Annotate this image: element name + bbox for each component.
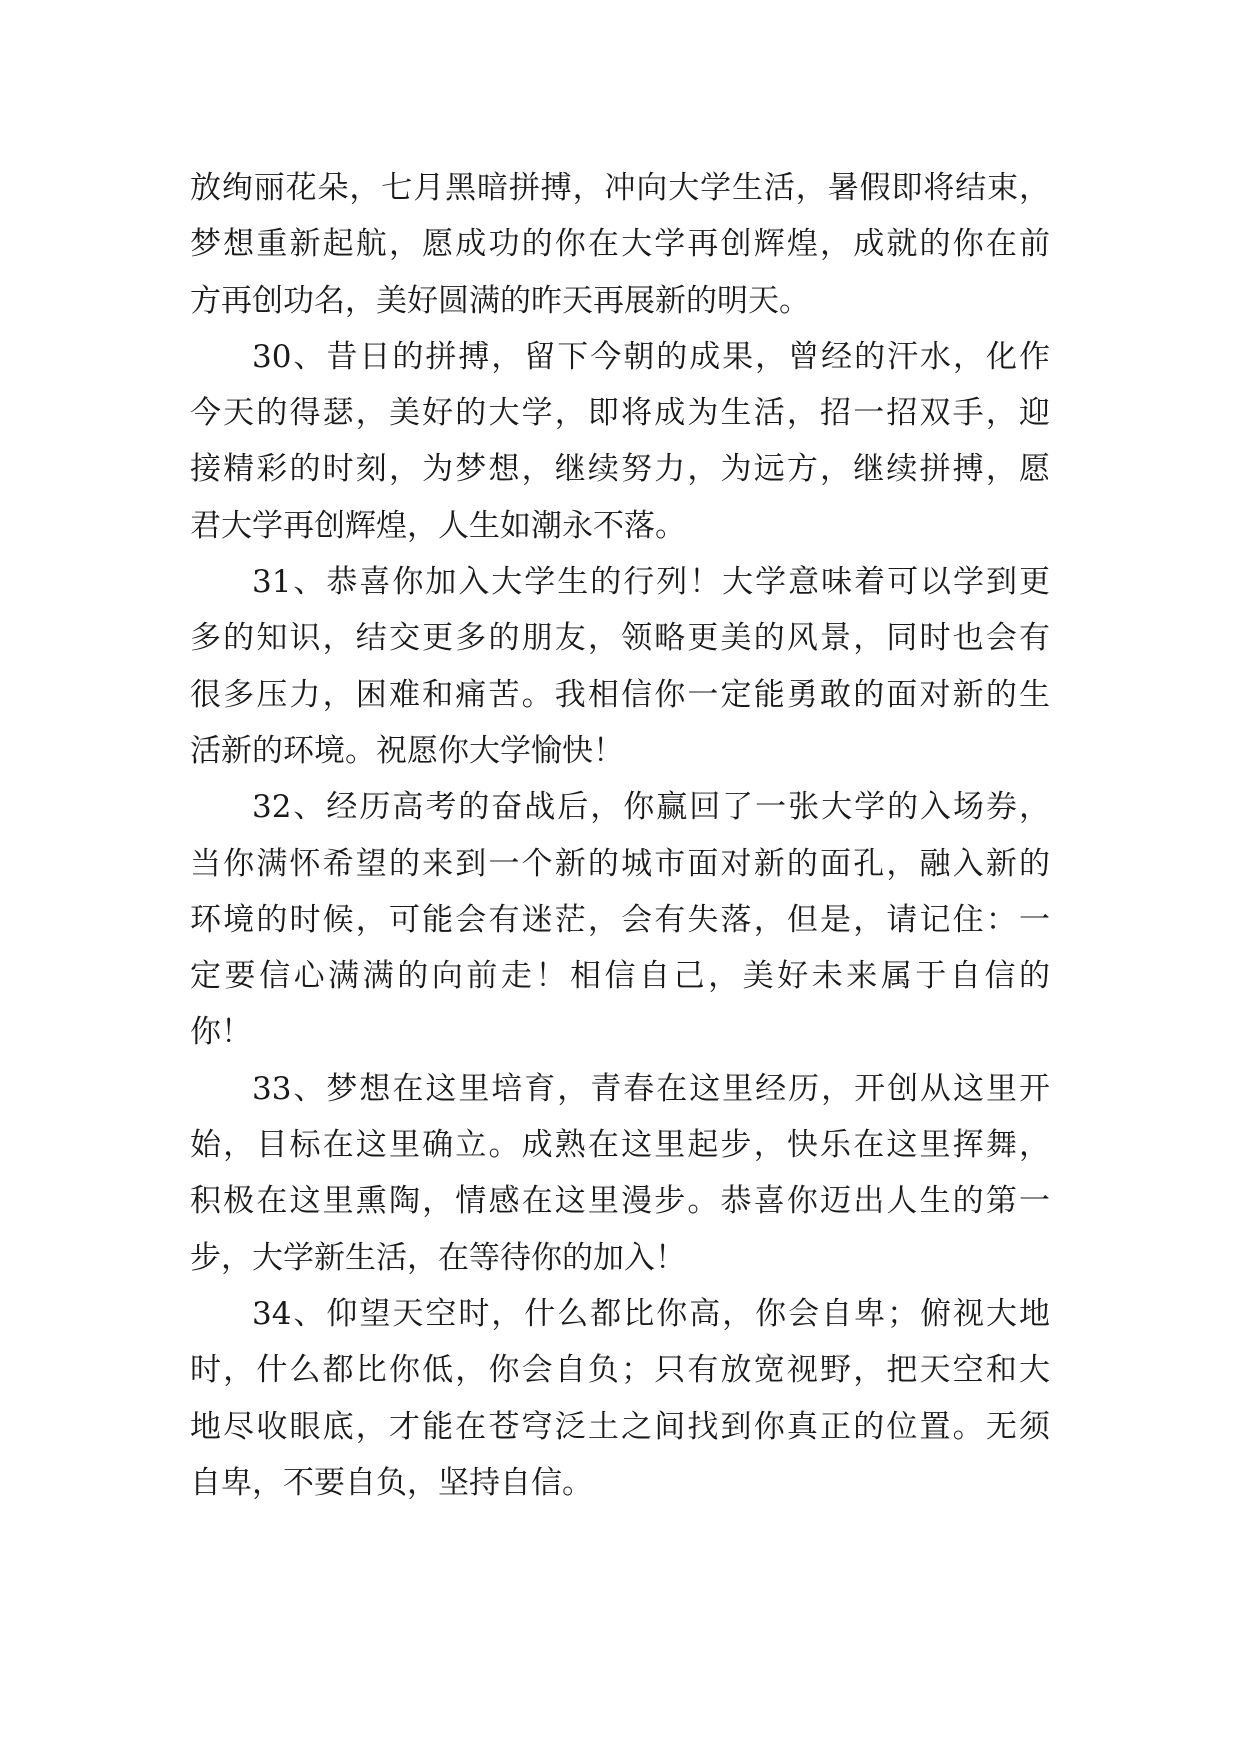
- text-line: 多的知识，结交更多的朋友，领略更美的风景，同时也会有: [190, 620, 1050, 657]
- text-line: 自卑，不要自负，坚持自信。: [190, 1464, 593, 1501]
- text-line: 步，大学新生活，在等待你的加入！: [190, 1239, 686, 1276]
- text-line: 很多压力，困难和痛苦。我相信你一定能勇敢的面对新的生: [190, 676, 1050, 713]
- text-line: 今天的得瑟，美好的大学，即将成为生活，招一招双手，迎: [190, 395, 1050, 432]
- text-line: 环境的时候，可能会有迷茫，会有失落，但是，请记住：一: [190, 901, 1050, 938]
- text-line: 33、梦想在这里培育，青春在这里经历，开创从这里开: [252, 1070, 1050, 1107]
- text-line: 30、昔日的拼搏，留下今朝的成果，曾经的汗水，化作: [252, 338, 1050, 375]
- text-line: 梦想重新起航，愿成功的你在大学再创辉煌，成就的你在前: [190, 226, 1050, 263]
- text-line: 31、恭喜你加入大学生的行列！大学意味着可以学到更: [252, 564, 1050, 601]
- text-line: 32、经历高考的奋战后，你赢回了一张大学的入场券，: [252, 789, 1050, 826]
- text-line: 放绚丽花朵，七月黑暗拼搏，冲向大学生活，暑假即将结束，: [190, 170, 1050, 206]
- text-line: 34、仰望天空时，什么都比你高，你会自卑；俯视大地: [252, 1295, 1050, 1332]
- text-line: 定要信心满满的向前走！相信自己，美好未来属于自信的: [190, 958, 1050, 995]
- text-line: 当你满怀希望的来到一个新的城市面对新的面孔，融入新的: [190, 845, 1050, 882]
- document-body: [190, 160, 1050, 1511]
- text-line: 方再创功名，美好圆满的昨天再展新的明天。: [190, 282, 810, 319]
- text-line: 接精彩的时刻，为梦想，继续努力，为远方，继续拼搏，愿: [190, 451, 1050, 488]
- text-line: 始，目标在这里确立。成熟在这里起步，快乐在这里挥舞，: [190, 1127, 1050, 1164]
- text-line: 积极在这里熏陶，情感在这里漫步。恭喜你迈出人生的第一: [190, 1183, 1050, 1220]
- text-line: 你！: [190, 1014, 252, 1051]
- text-line: 地尽收眼底，才能在苍穹泛土之间找到你真正的位置。无须: [190, 1408, 1050, 1445]
- text-line: 活新的环境。祝愿你大学愉快！: [190, 732, 624, 769]
- text-line: 时，什么都比你低，你会自负；只有放宽视野，把天空和大: [190, 1352, 1050, 1389]
- text-line: 君大学再创辉煌，人生如潮永不落。: [190, 507, 686, 544]
